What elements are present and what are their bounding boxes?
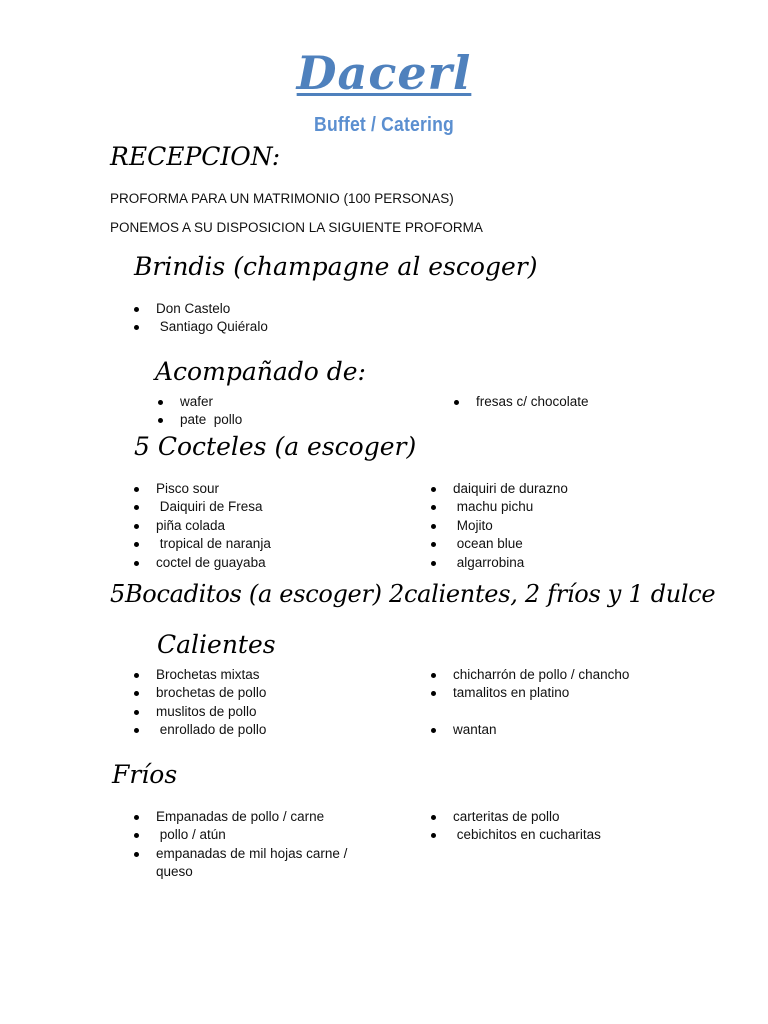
proforma-line: PROFORMA PARA UN MATRIMONIO (100 PERSONAS) [110, 191, 454, 206]
list-item: cebichitos en cucharitas [429, 826, 601, 844]
list-item: chicharrón de pollo / chancho [429, 666, 629, 684]
list-item: wantan [429, 721, 629, 739]
list-item: pollo / atún [132, 826, 381, 844]
list-item: carteritas de pollo [429, 808, 601, 826]
list-item: Empanadas de pollo / carne [132, 808, 381, 826]
list-item: fresas c/ chocolate [452, 393, 589, 411]
list-item: pate pollo [156, 411, 242, 429]
calientes-heading: Calientes [157, 630, 276, 659]
list-item: Brochetas mixtas [132, 666, 266, 684]
list-item: Pisco sour [132, 480, 271, 498]
acompanado-list-right [452, 393, 589, 411]
list-item: brochetas de pollo [132, 684, 266, 702]
list-item: machu pichu [429, 498, 568, 516]
list-item: muslitos de pollo [132, 703, 266, 721]
list-item: tropical de naranja [132, 535, 271, 553]
acompanado-list-left [156, 393, 242, 430]
brand-subtitle: Buffet / Catering [314, 114, 454, 136]
cocteles-list-left [132, 480, 271, 572]
list-item: tamalitos en platino [429, 684, 629, 702]
frios-list-right [429, 808, 601, 845]
frios-list-left [132, 808, 381, 882]
list-item: Mojito [429, 517, 568, 535]
list-item: Don Castelo [132, 300, 268, 318]
recepcion-heading: RECEPCION: [110, 142, 281, 171]
list-item: ocean blue [429, 535, 568, 553]
cocteles-heading: 5 Cocteles (a escoger) [134, 432, 417, 461]
brand-header [0, 48, 768, 98]
list-item: daiquiri de durazno [429, 480, 568, 498]
list-item: coctel de guayaba [132, 554, 271, 572]
disposicion-line: PONEMOS A SU DISPOSICION LA SIGUIENTE PROFORMA [110, 220, 483, 235]
list-item: piña colada [132, 517, 271, 535]
list-item: Santiago Quiéralo [132, 318, 268, 336]
list-item: empanadas de mil hojas carne / queso [132, 845, 381, 882]
bocaditos-heading: 5Bocaditos (a escoger) 2calientes, 2 fríos y 1 dulce [110, 580, 716, 608]
acompanado-heading: Acompañado de: [155, 357, 366, 386]
frios-heading: Fríos [112, 760, 178, 789]
list-item: Daiquiri de Fresa [132, 498, 271, 516]
brindis-heading: Brindis (champagne al escoger) [134, 252, 538, 281]
list-item: algarrobina [429, 554, 568, 572]
list-item: enrollado de pollo [132, 721, 266, 739]
calientes-list-right [429, 666, 629, 740]
list-item: wafer [156, 393, 242, 411]
calientes-list-left [132, 666, 266, 740]
brand-logo-text: Dacerl [296, 46, 472, 100]
brindis-list [132, 300, 268, 337]
cocteles-list-right [429, 480, 568, 572]
